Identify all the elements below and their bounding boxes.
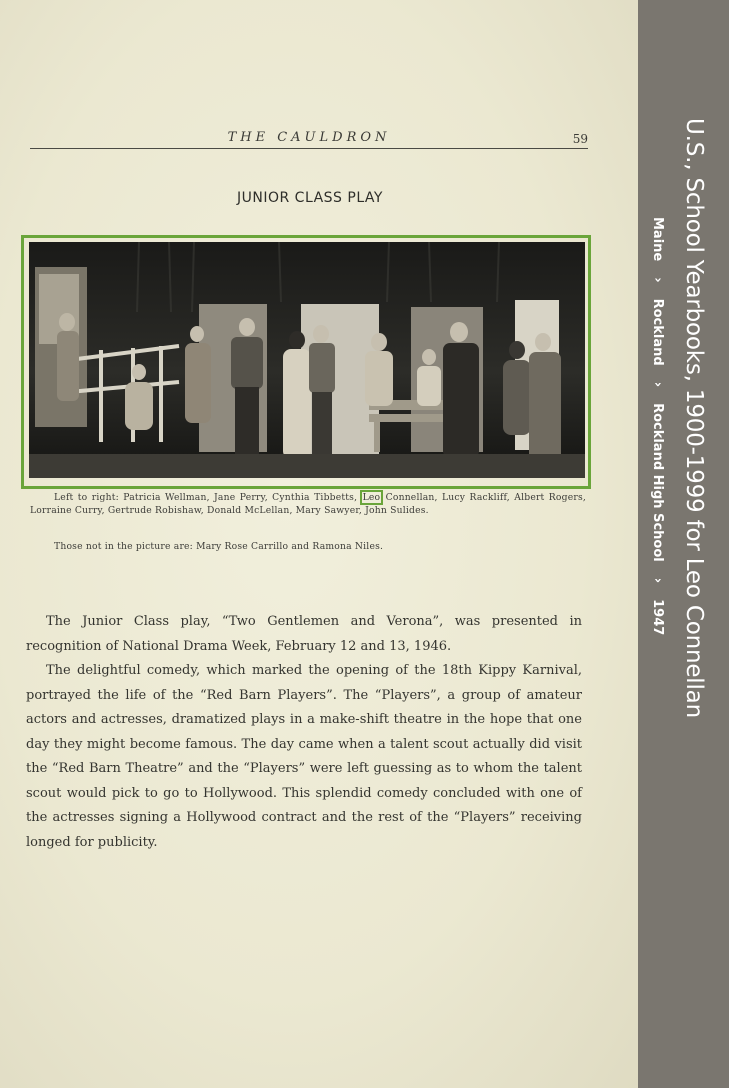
chevron-right-icon: › [650, 277, 665, 283]
running-head-title: THE CAULDRON [227, 130, 391, 145]
breadcrumb-year[interactable]: 1947 [650, 599, 665, 636]
article-body [26, 610, 582, 855]
photo-caption [30, 492, 586, 517]
chevron-right-icon: › [650, 381, 665, 388]
record-sidebar [638, 0, 729, 1088]
highlighted-name[interactable]: Leo [362, 492, 381, 503]
paragraph-1: The Junior Class play, “Two Gentlemen and Verona”, was presented in recognition of National Drama Week, February 12 and 13, 1946. [26, 614, 582, 654]
paragraph-2: The delightful comedy, which marked the opening of the 18th Kippy Karnival, portrayed the life of the “Red Barn Players”. The “Players”, a group of amateur actors and actresses, dramatized plays in a make-shift theatre in the hope that one day they might become famous. The day came when a talent scout actually did visit the “Red Barn Theatre” and the “Players” were left guessing as to whom the talent scout would pick to go to Hollywood. This splendid comedy concluded with one of the actresses signing a Hollywood contract and the rest of the “Players” receiving longed for publicity. [26, 663, 582, 850]
breadcrumb-school[interactable]: Rockland High School [650, 403, 665, 562]
stage-photo [29, 242, 585, 478]
section-heading: JUNIOR CLASS PLAY [237, 190, 383, 206]
caption-absent-line: Those not in the picture are: Mary Rose Carrillo and Ramona Niles. [54, 541, 384, 552]
running-head [30, 130, 588, 150]
stage-floor [29, 454, 585, 478]
caption-text-after: Connellan, Lucy Rackliff, Albert Rogers, Lorraine Curry, Gertrude Robishaw, Donald McLellan, Mary Sawyer, John Sulides. [30, 492, 587, 516]
caption-text-before: Left to right: Patricia Wellman, Jane Perry, Cynthia Tibbetts, [54, 492, 358, 503]
chevron-right-icon: › [650, 577, 665, 584]
record-title: U.S., School Yearbooks, 1900-1999 for Leo Connellan [681, 118, 707, 718]
page-number: 59 [572, 132, 588, 146]
header-rule [30, 148, 588, 149]
breadcrumb-state[interactable]: Maine [650, 217, 665, 262]
breadcrumb-city[interactable]: Rockland [650, 298, 665, 366]
sidebar-rotated [638, 0, 729, 1088]
breadcrumb [650, 217, 665, 635]
